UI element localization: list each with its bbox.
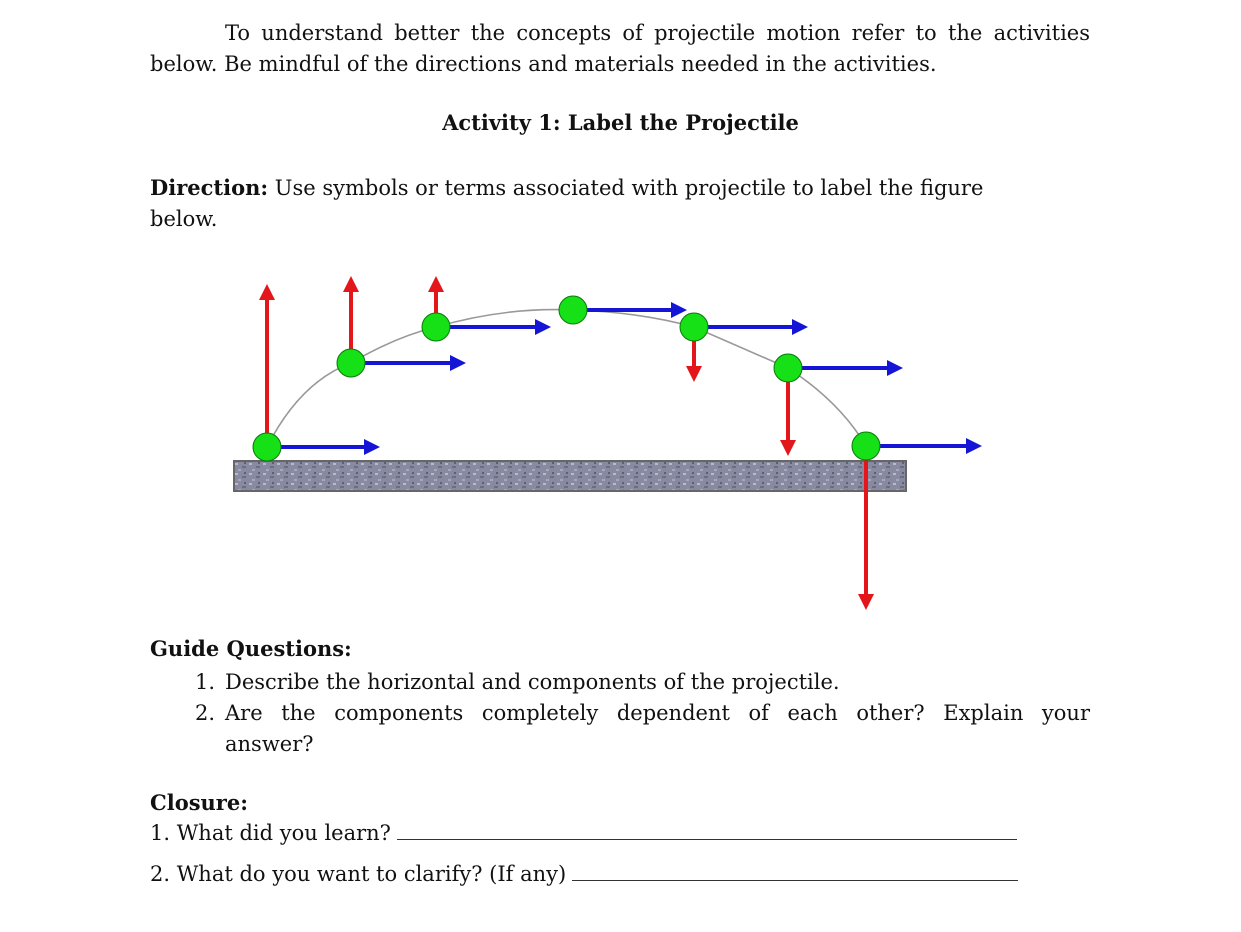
question-text: Are the components completely dependent of each other? Explain your	[225, 701, 1090, 725]
projectile-ball	[852, 432, 880, 460]
projectile-ball	[680, 313, 708, 341]
intro-text: To understand better the concepts of projectile motion refer to the activities below. Be mindful of the directions and materials needed in the activities.	[150, 21, 1090, 76]
closure-item-2	[150, 862, 1018, 886]
closure-question: 2. What do you want to clarify? (If any)	[150, 862, 567, 886]
closure-question: 1. What did you learn?	[150, 821, 391, 845]
direction-label: Direction:	[150, 175, 269, 200]
projectile-diagram	[220, 262, 1000, 622]
answer-blank[interactable]	[572, 862, 1018, 881]
projectile-ball	[774, 354, 802, 382]
activity-title: Activity 1: Label the Projectile	[442, 110, 799, 135]
intro-paragraph	[150, 18, 1090, 80]
guide-question-1	[187, 667, 1092, 698]
direction-text: Use symbols or terms associated with projectile to label the figure below.	[150, 176, 984, 231]
projectile-ball	[337, 349, 365, 377]
question-number: 2.	[194, 701, 215, 725]
direction-paragraph	[150, 172, 1030, 235]
question-text: Describe the horizontal and components of the projectile.	[225, 670, 840, 694]
guide-questions-heading: Guide Questions:	[150, 636, 352, 661]
guide-question-2	[187, 698, 1092, 729]
projectile-ball	[559, 296, 587, 324]
question-number: 1.	[194, 670, 215, 694]
closure-item-1	[150, 821, 1017, 845]
projectile-ball	[422, 313, 450, 341]
answer-blank[interactable]	[397, 821, 1017, 840]
closure-heading: Closure:	[150, 790, 248, 815]
ground-surface	[234, 461, 906, 491]
trajectory-path	[267, 310, 866, 447]
guide-question-2-continuation: answer?	[225, 732, 314, 756]
projectile-ball	[253, 433, 281, 461]
